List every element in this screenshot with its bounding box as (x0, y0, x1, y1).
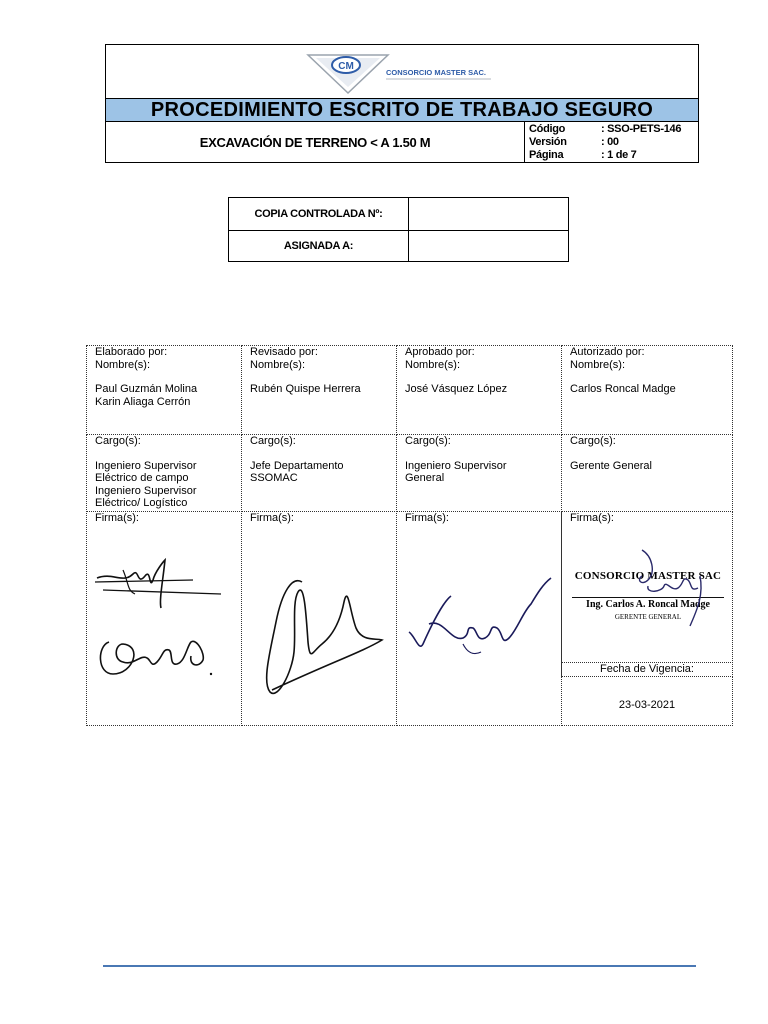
stamp-person: Ing. Carlos A. Roncal Madge (586, 598, 710, 610)
controlled-copy-table (228, 197, 569, 262)
assigned-to-value (409, 230, 568, 262)
name-label: Nombre(s): (95, 358, 151, 371)
cargo-cell (396, 434, 562, 512)
procedure-subtitle: EXCAVACIÓN DE TERRENO < A 1.50 M (199, 135, 431, 150)
company-logo (306, 49, 506, 97)
role-label: Revisado por: (250, 346, 318, 358)
name-label: Nombre(s): (570, 358, 626, 371)
copy-number-row (229, 198, 568, 231)
cargo-value: Ingeniero Supervisor (95, 484, 197, 497)
meta-code-row (526, 123, 698, 136)
firma-label: Firma(s): (95, 512, 139, 524)
meta-label: Versión (529, 136, 567, 148)
role-label: Elaborado por: (95, 346, 168, 358)
firma-cell (241, 511, 397, 726)
copy-number-value (409, 198, 568, 230)
cargo-value: General (405, 472, 445, 484)
vigencia-label: Fecha de Vigencia: (600, 663, 694, 675)
revisado-cell (241, 345, 397, 435)
meta-value: : 00 (601, 136, 619, 148)
vigencia-date-cell (561, 676, 733, 726)
firma-label: Firma(s): (250, 512, 294, 524)
logo-row (106, 45, 698, 98)
firma-cell (396, 511, 562, 726)
name-value: Carlos Roncal Madge (570, 383, 676, 395)
cargo-value: Eléctrico de campo (95, 472, 189, 484)
title-band (106, 98, 698, 122)
stamp-position: GERENTE GENERAL (614, 613, 682, 621)
cargo-value: Ingeniero Supervisor (405, 459, 507, 472)
cargo-value: SSOMAC (250, 472, 298, 484)
assigned-to-label: ASIGNADA A: (229, 230, 409, 262)
approval-table (86, 345, 733, 726)
subtitle-cell (106, 122, 525, 163)
cargo-cell (86, 434, 242, 512)
autorizado-cell (561, 345, 733, 435)
cargo-label: Cargo(s): (250, 435, 296, 447)
meta-value: : 1 de 7 (601, 149, 637, 161)
document-header (105, 44, 699, 163)
name-value: Rubén Quispe Herrera (250, 383, 361, 395)
firma-cell-authorized (561, 511, 733, 663)
stamp-company: CONSORCIO MASTER SAC (574, 570, 722, 582)
logo-text: CONSORCIO MASTER SAC. (386, 68, 487, 77)
footer-divider (103, 965, 696, 967)
firma-label: Firma(s): (405, 512, 449, 524)
cargo-value: Jefe Departamento (250, 459, 344, 472)
name-label: Nombre(s): (405, 358, 461, 371)
meta-version-row (526, 136, 698, 149)
document-meta (526, 123, 698, 163)
name-value: José Vásquez López (405, 383, 508, 395)
signature-image (407, 572, 557, 662)
signature-image (252, 572, 392, 702)
name-value: Karin Aliaga Cerrón (95, 395, 191, 408)
firma-label: Firma(s): (570, 512, 614, 524)
logo-initials: CM (338, 61, 354, 72)
vigencia-label-cell (561, 662, 733, 677)
page-title: PROCEDIMIENTO ESCRITO DE TRABAJO SEGURO (150, 99, 654, 121)
cargo-label: Cargo(s): (95, 435, 141, 447)
role-label: Autorizado por: (570, 346, 645, 358)
assigned-to-row (229, 230, 568, 262)
meta-value: : SSO-PETS-146 (601, 123, 682, 135)
signature-image (612, 546, 722, 636)
cargo-label: Cargo(s): (405, 435, 451, 447)
cargo-value: Eléctrico/ Logístico (95, 497, 188, 509)
meta-label: Código (529, 123, 566, 135)
signature-image (93, 550, 233, 690)
meta-label: Página (529, 149, 564, 161)
cargo-label: Cargo(s): (570, 435, 616, 447)
firma-cell (86, 511, 242, 726)
aprobado-cell (396, 345, 562, 435)
copy-number-label: COPIA CONTROLADA Nº: (229, 198, 409, 230)
name-value: Paul Guzmán Molina (95, 383, 198, 395)
meta-page-row (526, 149, 698, 162)
elaborado-cell (86, 345, 242, 435)
cargo-cell (561, 434, 733, 512)
name-label: Nombre(s): (250, 358, 306, 371)
vigencia-date: 23-03-2021 (618, 699, 676, 711)
cargo-cell (241, 434, 397, 512)
cargo-value: Gerente General (570, 459, 652, 472)
cargo-value: Ingeniero Supervisor (95, 459, 197, 472)
role-label: Aprobado por: (405, 346, 475, 358)
